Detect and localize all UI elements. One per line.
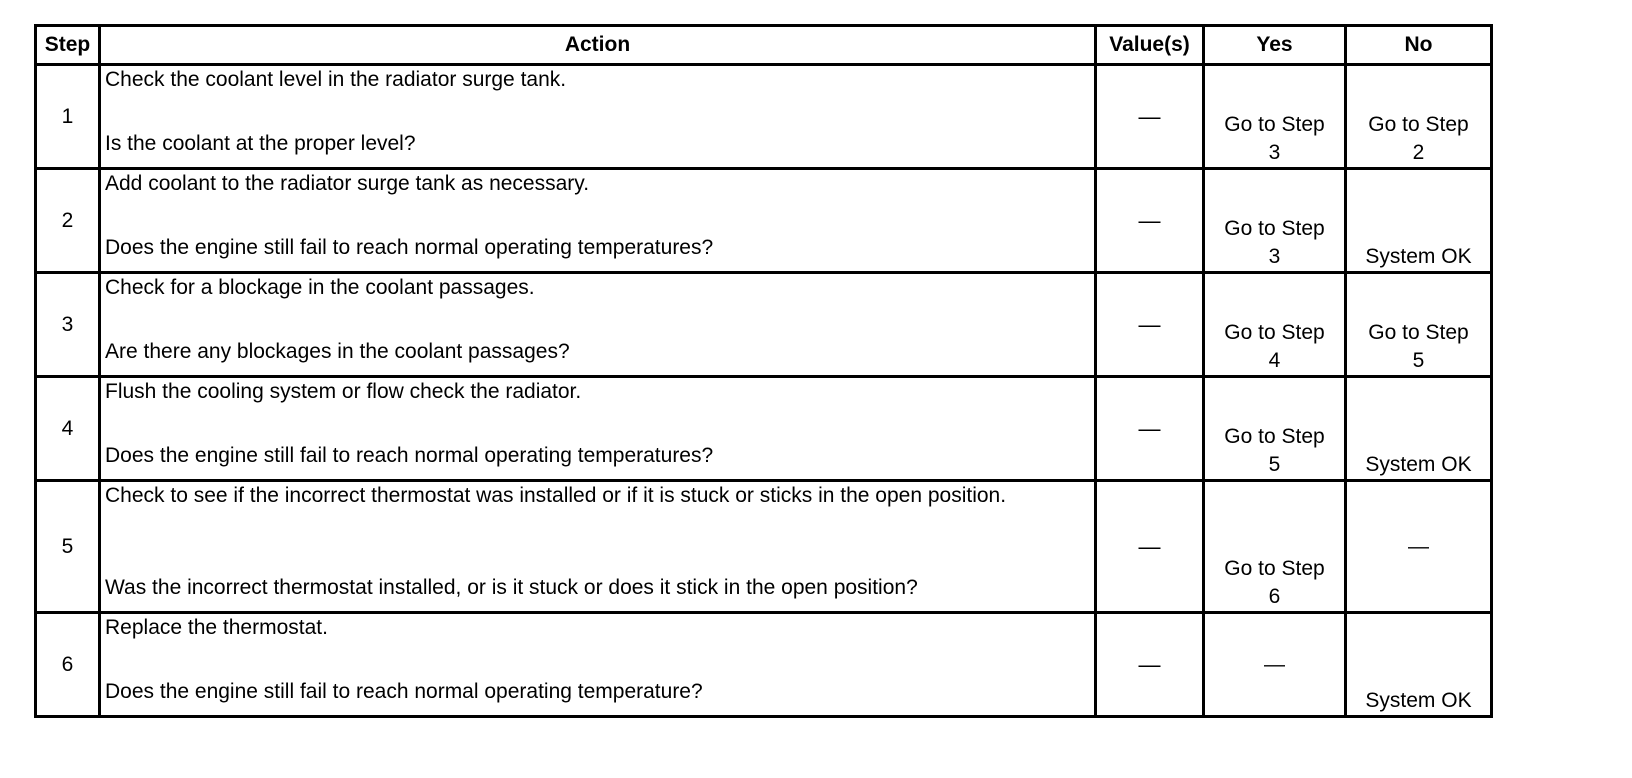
no-goto-step: 2 [1412, 141, 1425, 164]
action-instruction: Check for a blockage in the coolant passages. [105, 276, 535, 299]
no-cell [1346, 273, 1492, 377]
action-question: Does the engine still fail to reach normal operating temperature? [105, 680, 703, 703]
header-step: Step [36, 26, 100, 65]
action-instruction: Replace the thermostat. [105, 616, 328, 639]
header-no: No [1346, 26, 1492, 65]
value-cell: — [1096, 169, 1204, 273]
no-cell [1346, 481, 1492, 613]
table-row [36, 273, 1492, 377]
table-row [36, 65, 1492, 169]
step-number: 1 [36, 65, 100, 169]
action-cell [100, 169, 1096, 273]
value-cell: — [1096, 481, 1204, 613]
yes-cell [1204, 65, 1346, 169]
yes-goto-step: 3 [1268, 141, 1281, 164]
yes-goto-step: 5 [1268, 453, 1281, 476]
yes-cell [1204, 481, 1346, 613]
no-result: System OK [1365, 453, 1472, 476]
action-cell [100, 613, 1096, 717]
yes-goto-label: Go to Step [1224, 113, 1325, 136]
action-question: Does the engine still fail to reach normal operating temperatures? [105, 444, 714, 467]
no-result: System OK [1365, 689, 1472, 712]
no-cell [1346, 65, 1492, 169]
header-row [36, 26, 1492, 65]
action-cell [100, 273, 1096, 377]
table-row [36, 613, 1492, 717]
no-goto-step: 5 [1412, 349, 1425, 372]
action-question: Are there any blockages in the coolant passages? [105, 340, 570, 363]
step-number: 3 [36, 273, 100, 377]
yes-goto-step: 6 [1268, 585, 1281, 608]
no-goto-label: Go to Step [1368, 321, 1469, 344]
table-row [36, 481, 1492, 613]
action-question: Was the incorrect thermostat installed, or is it stuck or does it stick in the open position? [105, 576, 918, 599]
no-cell [1346, 613, 1492, 717]
yes-cell [1204, 377, 1346, 481]
diagnostic-table-wrapper [34, 24, 1493, 718]
no-cell [1346, 377, 1492, 481]
table-row [36, 377, 1492, 481]
yes-goto-step: 4 [1268, 349, 1281, 372]
step-number: 6 [36, 613, 100, 717]
yes-result: — [1264, 652, 1285, 676]
header-action: Action [100, 26, 1096, 65]
action-instruction: Add coolant to the radiator surge tank as necessary. [105, 172, 590, 195]
action-instruction: Check to see if the incorrect thermostat was installed or if it is stuck or sticks in the open position. [105, 484, 1007, 507]
value-cell: — [1096, 273, 1204, 377]
step-number: 5 [36, 481, 100, 613]
yes-goto-step: 3 [1268, 245, 1281, 268]
step-number: 4 [36, 377, 100, 481]
no-result: — [1408, 534, 1429, 558]
step-number: 2 [36, 169, 100, 273]
yes-goto-label: Go to Step [1224, 425, 1325, 448]
no-goto-label: Go to Step [1368, 113, 1469, 136]
no-cell [1346, 169, 1492, 273]
action-question: Does the engine still fail to reach normal operating temperatures? [105, 236, 714, 259]
value-cell: — [1096, 65, 1204, 169]
action-instruction: Flush the cooling system or flow check the radiator. [105, 380, 582, 403]
header-values: Value(s) [1096, 26, 1204, 65]
yes-cell [1204, 613, 1346, 717]
no-result: System OK [1365, 245, 1472, 268]
yes-cell [1204, 273, 1346, 377]
diagnostic-table [34, 24, 1493, 718]
header-yes: Yes [1204, 26, 1346, 65]
action-cell [100, 377, 1096, 481]
action-instruction: Check the coolant level in the radiator surge tank. [105, 68, 567, 91]
yes-cell [1204, 169, 1346, 273]
yes-goto-label: Go to Step [1224, 217, 1325, 240]
yes-goto-label: Go to Step [1224, 557, 1325, 580]
action-cell [100, 481, 1096, 613]
action-question: Is the coolant at the proper level? [105, 132, 416, 155]
yes-goto-label: Go to Step [1224, 321, 1325, 344]
value-cell: — [1096, 377, 1204, 481]
table-row [36, 169, 1492, 273]
action-cell [100, 65, 1096, 169]
value-cell: — [1096, 613, 1204, 717]
